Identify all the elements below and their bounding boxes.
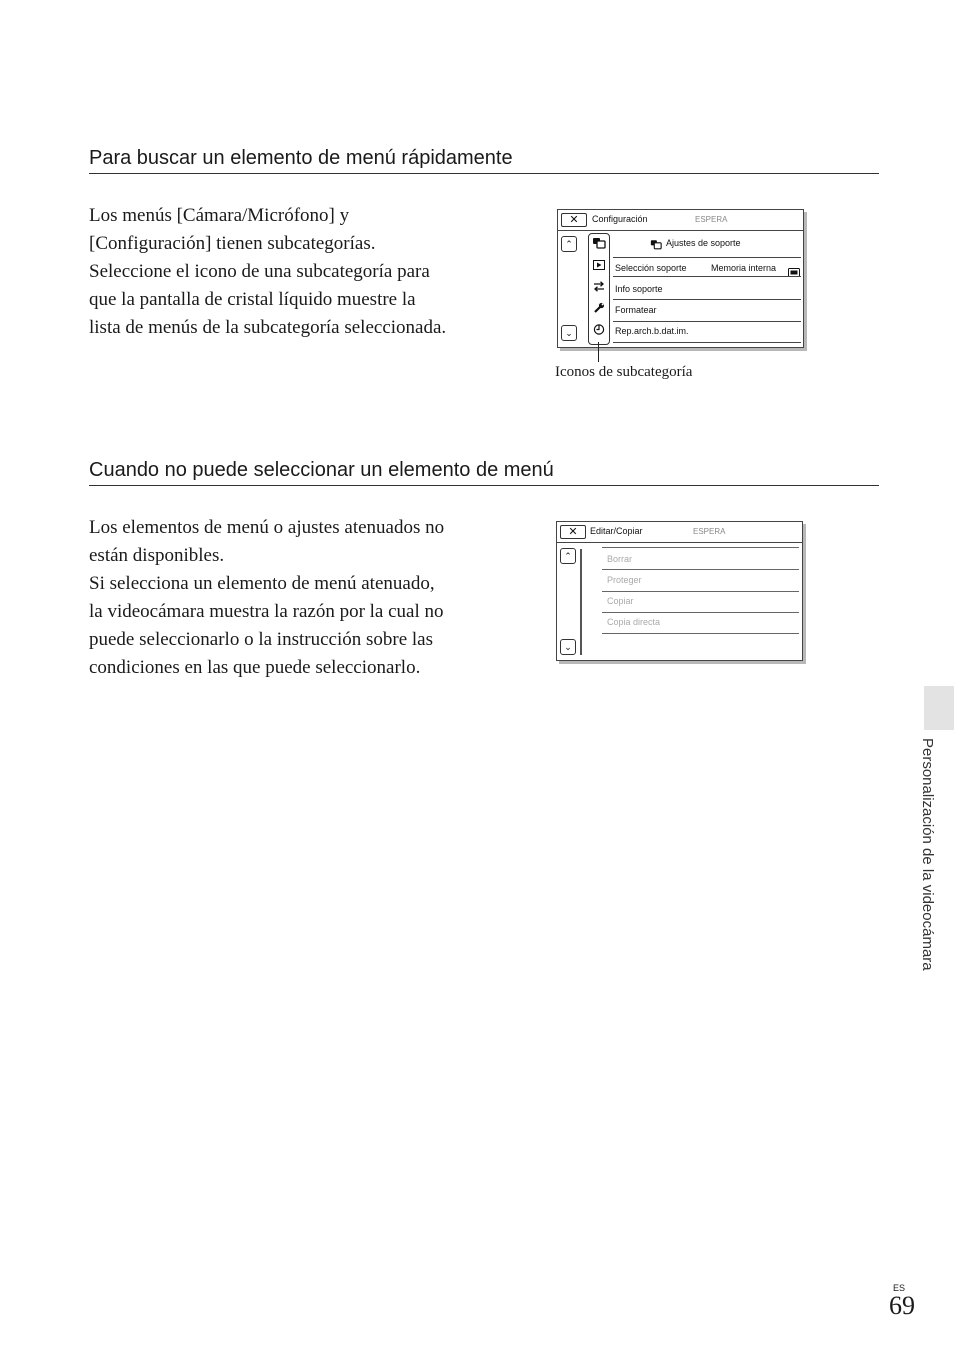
- lcd-screen-configuration: [557, 209, 804, 348]
- divider: [602, 569, 799, 570]
- body-line: están disponibles.: [89, 545, 225, 566]
- scroll-up-button[interactable]: ⌃: [560, 548, 576, 564]
- status-label: ESPERA: [695, 215, 728, 224]
- menu-item-media-info[interactable]: Info soporte: [615, 284, 663, 294]
- divider: [613, 257, 801, 258]
- section-body-quick-search: [89, 202, 509, 342]
- menu-item-delete[interactable]: Borrar: [607, 554, 633, 564]
- lcd-screen-edit-copy: [556, 521, 803, 661]
- section-body-cannot-select: [89, 514, 509, 682]
- figure-caption: Iconos de subcategoría: [555, 364, 693, 380]
- status-label: ESPERA: [693, 527, 726, 536]
- menu-item-repair-db[interactable]: Rep.arch.b.dat.im.: [615, 326, 689, 336]
- media-settings-icon[interactable]: [589, 237, 609, 253]
- scroll-up-button[interactable]: ⌃: [561, 236, 577, 252]
- body-line: la videocámara muestra la razón por la cual no: [89, 601, 444, 622]
- divider: [602, 633, 799, 634]
- divider: [613, 276, 801, 277]
- menu-item-protect[interactable]: Proteger: [607, 575, 642, 585]
- clock-icon[interactable]: [589, 323, 609, 339]
- language-code: ES: [893, 1283, 906, 1293]
- body-line: condiciones en las que puede seleccionarlo.: [89, 657, 421, 678]
- menu-item-value: Memoria interna: [711, 263, 777, 273]
- chapter-tab-marker: [924, 686, 954, 730]
- close-button[interactable]: ✕: [561, 213, 587, 227]
- section-heading-quick-search: Para buscar un elemento de menú rápidamente: [89, 146, 879, 174]
- divider: [613, 299, 801, 300]
- screen-topbar: [558, 210, 803, 231]
- body-line: Seleccione el icono de una subcategoría para: [89, 261, 430, 282]
- body-line: que la pantalla de cristal líquido muestre la: [89, 289, 416, 310]
- menu-item-media-select[interactable]: Selección soporte: [615, 263, 687, 273]
- subcategory-header: Ajustes de soporte: [666, 238, 741, 248]
- connection-icon[interactable]: [589, 281, 609, 296]
- scrollbar-track[interactable]: [580, 549, 582, 655]
- divider: [602, 612, 799, 613]
- screen-title: Editar/Copiar: [590, 526, 643, 536]
- divider: [602, 591, 799, 592]
- body-line: lista de menús de la subcategoría seleccionada.: [89, 317, 447, 338]
- chapter-side-label: Personalización de la videocámara: [919, 738, 936, 971]
- page-number: 69: [889, 1291, 915, 1320]
- screen-title: Configuración: [592, 214, 648, 224]
- divider: [602, 547, 799, 548]
- section-heading-cannot-select: Cuando no puede seleccionar un elemento de menú: [89, 458, 879, 486]
- divider: [613, 342, 801, 343]
- scroll-down-button[interactable]: ⌄: [560, 639, 576, 655]
- internal-memory-icon: [788, 264, 800, 282]
- body-line: [Configuración] tienen subcategorías.: [89, 233, 376, 254]
- body-line: Si selecciona un elemento de menú atenuado,: [89, 573, 435, 594]
- close-button[interactable]: ✕: [560, 525, 586, 539]
- menu-item-copy[interactable]: Copiar: [607, 596, 634, 606]
- body-line: puede seleccionarlo o la instrucción sobre las: [89, 629, 433, 650]
- general-settings-icon[interactable]: [589, 302, 609, 318]
- playback-icon[interactable]: [589, 260, 609, 274]
- menu-item-format[interactable]: Formatear: [615, 305, 657, 315]
- subcategory-icon-column: [588, 233, 610, 345]
- body-line: Los elementos de menú o ajustes atenuados no: [89, 517, 445, 538]
- scroll-down-button[interactable]: ⌄: [561, 325, 577, 341]
- menu-item-direct-copy[interactable]: Copia directa: [607, 617, 661, 627]
- caption-leader-line: [598, 342, 599, 362]
- media-settings-icon: [650, 237, 662, 249]
- screen-topbar: [557, 522, 802, 543]
- body-line: Los menús [Cámara/Micrófono] y: [89, 205, 350, 226]
- divider: [613, 321, 801, 322]
